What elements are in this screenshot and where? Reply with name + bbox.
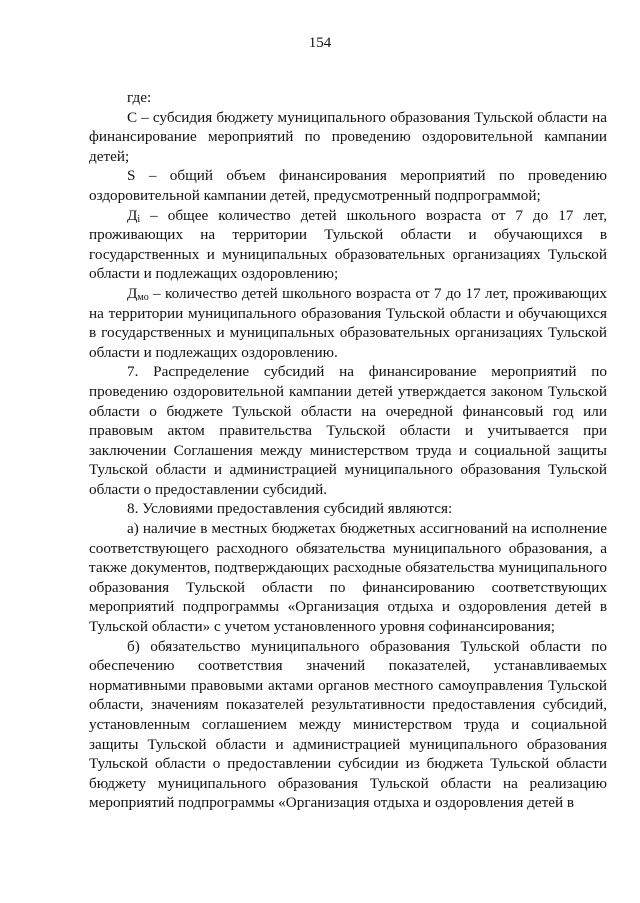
item-8b: б) обязательство муниципального образования Тульской области по обеспечению соответствия значений показателей, устанавливаемых нормативными правовыми актами органов местного самоуправления Тульской области, значениям показателей результативности предоставления субсидий, установленным соглашением между министерством труда и социальной защиты Тульской области и администрацией муниципального образования Тульской области о предоставлении субсидии из бюджета Тульской области бюджету муниципального образования Тульской области на реализацию мероприятий подпрограммы «Организация отдыха и оздоровления детей в: [89, 637, 607, 812]
symbol-d: Д: [127, 284, 138, 302]
definition-dmo-text: – количество детей школьного возраста от 7 до 17 лет, проживающих на территории муниципального образования Тульской области и обучающихся в государственных и муниципальных образовательных организациях Тульской области и подлежащих оздоровлению.: [89, 284, 607, 361]
definition-dmo: [89, 284, 607, 362]
subscript-mo: мо: [137, 291, 149, 303]
page-number: 154: [308, 35, 332, 51]
subscript-i: i: [137, 213, 141, 225]
where-label: где:: [127, 89, 152, 106]
item-8a: а) наличие в местных бюджетах бюджетных ассигнований на исполнение соответствующего расходного обязательства муниципального образования, а также документов, подтверждающих расходные обязательства муниципального образования Тульской области по финансированию соответствующих мероприятий подпрограммы «Организация отдыха и оздоровления детей в Тульской области» с учетом установленного уровня софинансирования;: [89, 520, 607, 636]
document-body: [89, 88, 607, 813]
item-8: 8. Условиями предоставления субсидий являются:: [127, 500, 453, 518]
symbol-d: Д: [127, 206, 138, 224]
item-7: 7. Распределение субсидий на финансирование мероприятий по проведению оздоровительной кампании детей утверждается законом Тульской области о бюджете Тульской области на очередной финансовый год или правовым актом правительства Тульской области и учитывается при заключении Соглашения между министерством труда и социальной защиты Тульской области и администрацией муниципального образования Тульской области о предоставлении субсидий.: [89, 363, 607, 498]
definition-di: [89, 206, 607, 284]
definition-c: С – субсидия бюджету муниципального образования Тульской области на финансирование мероприятий по проведению оздоровительной кампании детей;: [89, 108, 607, 165]
definition-s: S – общий объем финансирования мероприятий по проведению оздоровительной кампании детей, предусмотренный подпрограммой;: [89, 167, 607, 204]
definition-di-text: – общее количество детей школьного возраста от 7 до 17 лет, проживающих на территории Тульской области и обучающихся в государственных и муниципальных образовательных организациях Тульской области и подлежащих оздоровлению;: [89, 206, 607, 283]
